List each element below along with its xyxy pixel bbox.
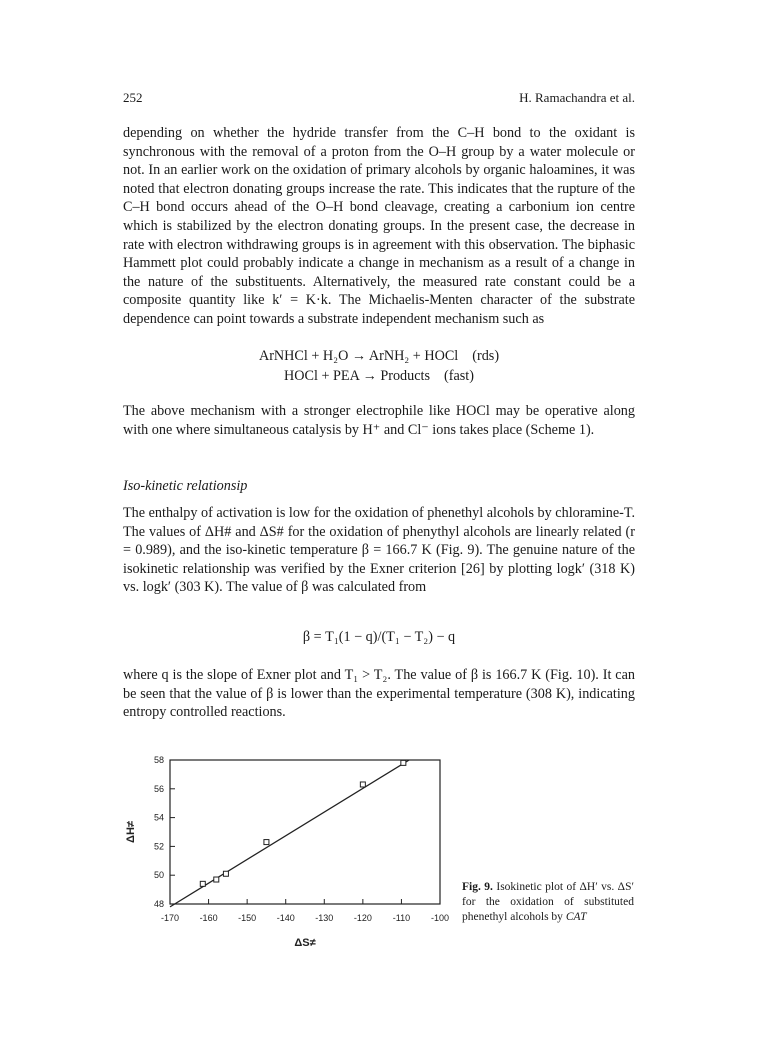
data-point — [214, 877, 219, 882]
x-tick-label: -140 — [276, 913, 295, 923]
data-point — [401, 760, 406, 765]
x-tick-label: -150 — [238, 913, 257, 923]
figure-caption — [462, 880, 634, 925]
x-tick-label: -170 — [160, 913, 180, 923]
section-heading: Iso-kinetic relationsip — [123, 478, 248, 494]
y-tick-label: 50 — [153, 870, 164, 881]
paragraph-exner: where q is the slope of Exner plot and T₁ > T₂. The value of β is 166.7 K (Fig. 10). It can be seen that the value of β is lower than the experimental temperature (308 K), indicating entropy controlled reactions. — [123, 667, 635, 721]
paragraph-enthalpy: The enthalpy of activation is low for the oxidation of phenethyl alcohols by chloramine-T. The values of ΔH# and ΔS# for the oxidation of phenythyl alcohols are linearly related (r = 0.989), and the iso-kinetic temperature β = 166.7 K (Fig. 9). The genuine nature of the isokinetic relationship was verified by the Exner criterion [26] by plotting logk′ (318 K) vs. logk′ (303 K). The value of β was calculated from — [123, 505, 635, 596]
equation-rds-tag: (rds) — [472, 348, 500, 364]
x-tick-label: -130 — [315, 913, 334, 923]
data-point — [200, 881, 205, 886]
paragraph-electrophile: The above mechanism with a stronger electrophile like HOCl may be operative along with one where simultaneous catalysis by H⁺ and Cl⁻ ions takes place (Scheme 1). — [123, 403, 635, 438]
data-point — [264, 840, 269, 845]
x-axis-title: ΔS≠ — [294, 937, 316, 949]
y-tick-label: 58 — [153, 755, 164, 765]
paragraph-mechanism: depending on whether the hydride transfer from the C–H bond to the oxidant is synchronous with the removal of a proton from the O–H group by a water molecule or not. In an earlier work on the oxidation of primary alcohols by organic haloamines, it was noted that electron donating groups increase the rate. This indicates that the rupture of the C–H bond occurs ahead of the O–H bond cleavage, creating a carbonium ion centre which is stabilized by the electron donating groups. In the present case, the decrease in rate with electron withdrawing groups is in agreement with this observation. The biphasic Hammett plot could probably indicate a change in mechanism as a result of a change in the nature of the substituents. Alternatively, the measured rate constant could be a composite quantity like k′ = K·k. The Michaelis-Menten character of the substrate dependence can point towards a substrate independent mechanism such as — [123, 125, 635, 327]
y-tick-label: 48 — [153, 899, 164, 909]
caption-tail: CAT — [565, 911, 587, 923]
caption-text: Isokinetic plot of ΔH′ vs. ΔS′ for the oxidation of substituted phenethyl alcohols by — [462, 881, 634, 923]
y-tick-label: 56 — [153, 783, 164, 794]
x-tick-label: -110 — [392, 913, 411, 923]
data-point — [360, 782, 365, 787]
equation-rds-text: ArNHCl + H₂O → ArNH₂ + HOCl — [258, 348, 459, 364]
y-tick-label: 52 — [153, 841, 164, 852]
equation-fast-tag: (fast) — [444, 368, 474, 384]
data-point — [223, 871, 228, 876]
x-tick-label: -120 — [353, 913, 372, 923]
x-tick-label: -100 — [430, 913, 450, 923]
equation-fast-text: HOCl + PEA → Products — [284, 368, 430, 384]
fit-line — [170, 760, 409, 907]
x-tick-label: -160 — [199, 913, 218, 923]
y-axis-title: ΔH≠ — [125, 821, 137, 843]
running-head: H. Ramachandra et al. — [519, 90, 635, 105]
page-number: 252 — [123, 90, 143, 105]
equation-beta: β = T₁(1 − q)/(T₁ − T₂) − q — [302, 629, 456, 645]
y-tick-label: 54 — [153, 812, 164, 823]
caption-label: Fig. 9. — [462, 881, 493, 893]
